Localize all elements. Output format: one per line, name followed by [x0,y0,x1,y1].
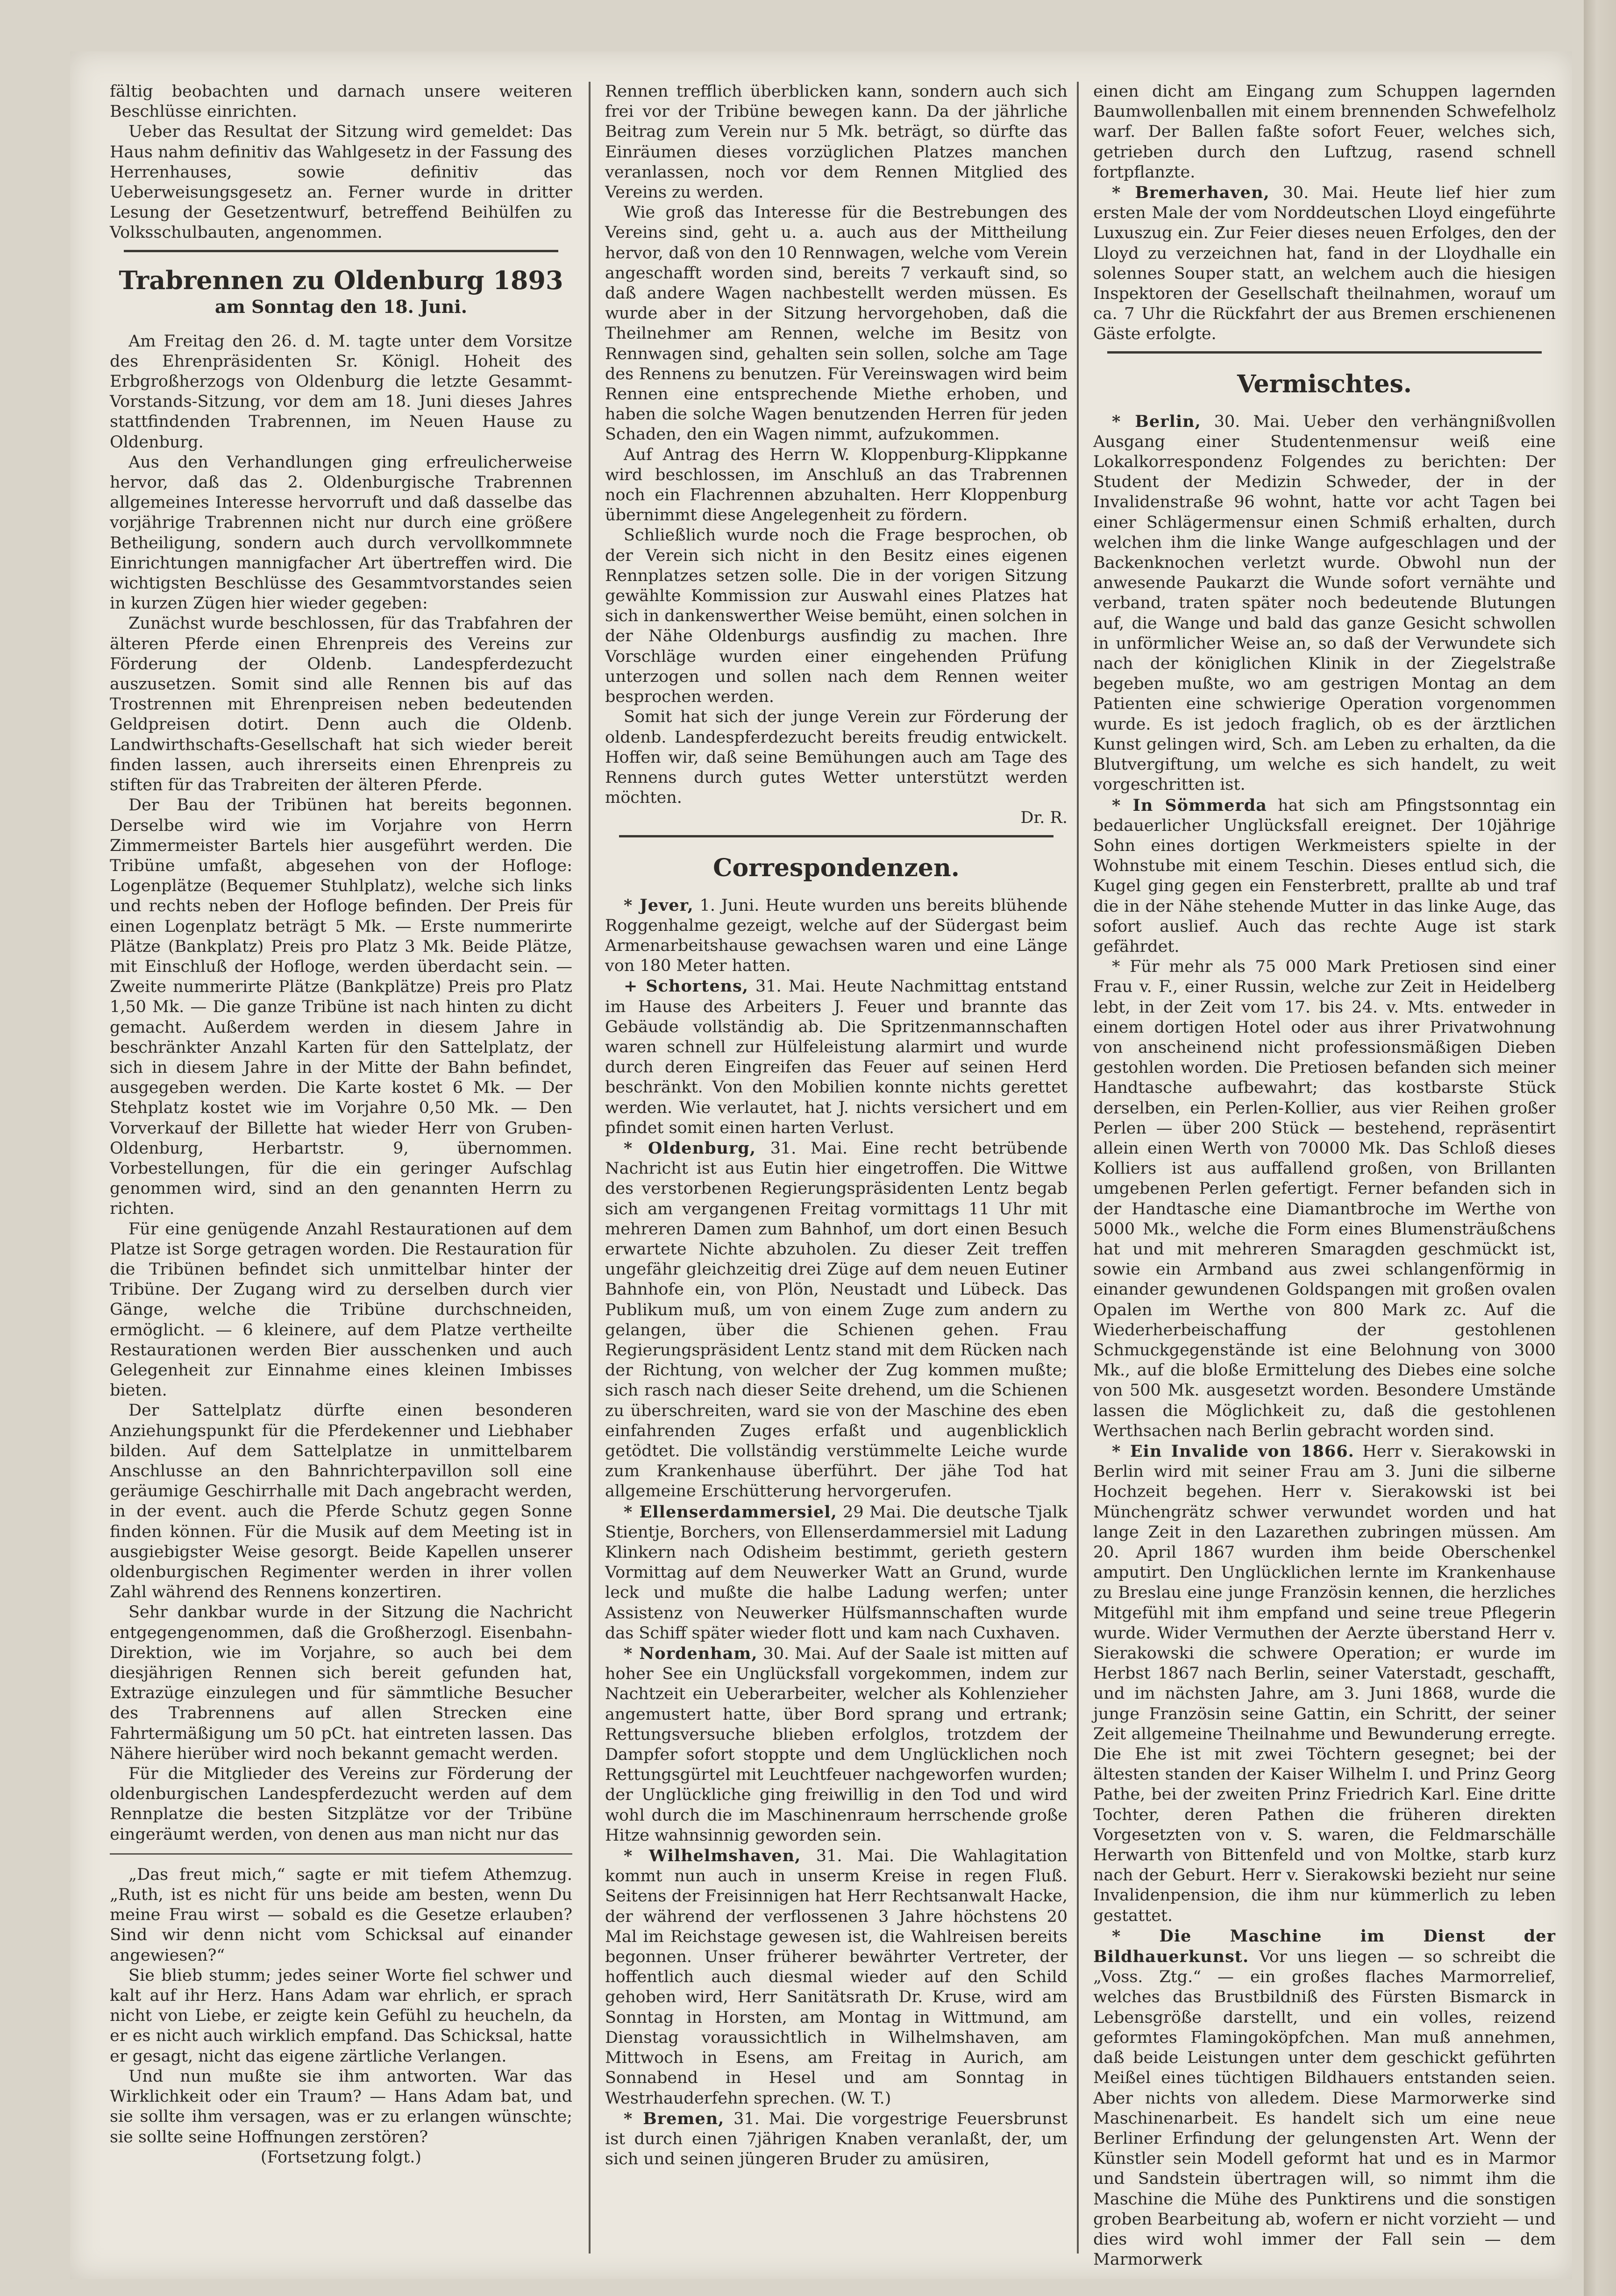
column-middle [605,82,1068,2277]
report-text: 30. Mai. Ueber den verhängnißvollen Ausgang einer Studentenmensur weiß eine Lokalkorrespondenz Folgendes zu berichten: Der Student der Medizin Schweder, der in der Invalidenstraße 96 wohnt, hatte vor acht Tagen bei einer Schlägermensur einen Schmiß erhalten, durch welchen ihm die linke Wange aufgeschlagen und der Backenknochen verletzt wurde. Obwohl nun der anwesende Paukarzt die Wunde sofort vernähte und verband, traten später noch bedeutende Blutungen auf, die Wange und bald das ganze Gesicht schwollen in unförmlicher Weise an, so daß der Verwundete sich nach der königlichen Klinik in der Ziegelstraße begeben mußte, wo am gestrigen Montag an dem Patienten eine schwierige Operation vorgenommen wurde. Es ist jedoch fraglich, ob es der ärztlichen Kunst gelingen wird, Sch. am Leben zu erhalten, da die Blutvergiftung, um welche es sich handelt, zu weit vorgeschritten ist. [1093,412,1556,794]
report-text: hat sich am Pfingstsonntag ein bedauerlicher Unglücksfall ereignet. Der 10jährige Sohn eines dortigen Werkmeisters spielte in der Wohnstube mit einem Teschin. Dieses entlud sich, die Kugel ging gegen ein Fensterbrett, prallte ab und traf die in der Nähe stehende Mutter in das linke Auge, das sofort auslief. Auch das rechte Auge ist stark gefährdet. [1093,796,1556,956]
report [605,1644,1068,1846]
paragraph: Für eine genügende Anzahl Restaurationen auf dem Platze ist Sorge getragen worden. Die Restauration für die Tribünen befindet sich unmittelbar hinter der Tribüne. Der Zugang wird zu derselben durch vier Gänge, welche die Tribüne durchschneiden, ermöglicht. — 6 kleinere, auf dem Platze vertheilte Restaurationen werden Bier ausschenken und auch Gelegenheit zur Einnahme eines kleinen Imbisses bieten. [110,1219,572,1400]
report [605,1138,1068,1502]
signature: Dr. R. [1020,808,1068,828]
paragraph: Aus den Verhandlungen ging erfreulicherweise hervor, daß das 2. Oldenburgische Trabrennen allgemeines Interesse hervorruft und daß dasselbe das vorjährige Trabrennen nicht nur durch eine größere Betheiligung, sondern auch durch vervollkommnete Einrichtungen mannigfacher Art übertreffen wird. Die wichtigsten Beschlüsse des Gesammtvorstandes seien in kurzen Zügen hier wieder gegeben: [110,453,572,613]
column-left [110,82,572,2268]
report-text: 31. Mai. Die Wahlagitation kommt nun auch in unserm Kreise in regen Fluß. Seitens der Freisinnigen hat Herr Rechtsanwalt Hacke, der während der verflossenen 3 Jahre höchstens 20 Mal im Reichstage gewesen ist, die Wahlreisen bereits begonnen. Unser früherer bewährter Vertreter, der hoffentlich auch diesmal wieder auf den Schild gehoben wird, Herr Sanitätsrath Dr. Kruse, wird am Sonntag in Horsten, am Montag in Wittmund, am Dienstag voraussichtlich in Wilhelmshaven, am Mittwoch in Esens, am Freitag in Aurich, am Sonnabend in Hesel und am Sonntag in Westrhauderfehn sprechen. (W. T.) [605,1847,1068,2108]
report-text: 30. Mai. Auf der Saale ist mitten auf hoher See ein Unglücksfall vorgekommen, indem zur Nachtzeit ein Ueberarbeiter, welcher als Kohlenzieher angemustert hatte, über Bord sprang und ertrank; Rettungsversuche blieben erfolglos, trotzdem der Dampfer sofort stoppte und dem Unglücklichen noch Rettungsgürtel mit Leuchtfeuer nachgeworfen wurden; der Unglückliche ging freiwillig in den Tod und wird wohl durch die im Maschinenraum herrschende große Hitze wahnsinnig geworden sein. [605,1644,1068,1845]
dateline: * Bremerhaven, [1112,183,1270,203]
dateline: * Ein Invalide von 1866. [1112,1442,1354,1461]
column-rule [589,82,591,2253]
feuilleton-paragraph: Und nun mußte sie ihm antworten. War das Wirklichkeit oder ein Traum? — Hans Adam bat, und sie sollte ihm versagen, was er zu erlangen wünschte; sie sollte seine Hoffnungen zerstören? [110,2067,572,2147]
report [1093,411,1556,795]
report-text: Vor uns liegen — so schreibt die „Voss. Ztg.“ — ein großes flaches Marmorrelief, welches das Brustbildniß des Fürsten Bismarck in Lebensgröße darstellt, und ein volles, reizend geformtes Flamingoköpfchen. Man muß annehmen, daß beide Leistungen unter dem geschickt geführten Meißel eines tüchtigen Bildhauers entstanden seien. Aber nichts von alledem. Diese Marmorwerke sind Maschinenarbeit. Es handelt sich um eine neue Berliner Erfindung der gelungensten Art. Wenn der Künstler sein Modell geformt hat und es in Marmor und Sandstein übertragen will, so nimmt ihm die Maschine die Mühe des Punktirens und die sonstigen groben Bearbeitung ab, wofern er nicht vorzieht — und dies wird wohl immer der Fall sein — dem Marmorwerk [1093,1948,1556,2269]
report [605,1502,1068,1644]
paragraph: * Für mehr als 75 000 Mark Pretiosen sind einer Frau v. F., einer Russin, welche zur Zeit in Heidelberg lebt, in der Zeit vom 17. bis 24. v. Mts. entweder in einem dortigen Hotel oder aus ihrer Privatwohnung von anscheinend nicht professionsmäßigen Dieben gestohlen worden. Die Pretiosen befanden sich meiner Handtasche aufbewahrt; das kostbarste Stück derselben, ein Perlen-Kollier, aus vier Reihen großer Perlen — über 200 Stück — bestehend, repräsentirt allein einen Werth von 70000 Mk. Das Schloß dieses Kolliers ist aus auffallend großen, von Brillanten umgebenen Perlen gefertigt. Ferner befanden sich in der Handtasche eine Diamantbroche im Werthe von 5000 Mk., welche die Form eines Blumensträußchens hat und mit mehreren Smaragden geschmückt ist, sowie ein Armband aus zwei schlangenförmig in einander gewundenen Goldspangen mit großen ovalen Opalen im Werthe von 800 Mark zc. Auf die Wiederherbeischaffung der gestohlenen Schmuckgegenstände ist eine Belohnung von 3000 Mk., auf die bloße Ermittelung des Diebes eine solche von 500 Mk. ausgesetzt worden. Besondere Umstände lassen die Möglichkeit zu, daß die gestohlenen Werthsachen nach Berlin gebracht worden sind. [1093,957,1556,1440]
report-text: 31. Mai. Eine recht betrübende Nachricht ist aus Eutin hier eingetroffen. Die Wittwe des verstorbenen Regierungspräsidenten Lentz begab sich am vergangenen Freitag vormittags 11 Uhr mit mehreren Damen zum Bahnhof, um dort einen Besuch erwartete Nichte abzuholen. Zu dieser Zeit treffen ungefähr gleichzeitig drei Züge auf dem neuen Eutiner Bahnhofe ein, von Plön, Neustadt und Lübeck. Das Publikum muß, um von einem Zuge zum andern zu gelangen, über die Schienen gehen. Frau Regierungspräsident Lentz stand mit dem Rücken nach der Richtung, von welcher der Zug kommen mußte; sich rasch nach dieser Seite drehend, um die Schienen zu überschreiten, ward sie von der Maschine des eben einfahrenden Zuges erfaßt und augenblicklich getödtet. Die vollständig verstümmelte Leiche wurde zum Krankenhause überführt. Der jähe Tod hat allgemeine Erschütterung hervorgerufen. [605,1139,1068,1501]
feuilleton-paragraph: Sie blieb stumm; jedes seiner Worte fiel schwer und kalt auf ihr Herz. Hans Adam war ehrlich, er sprach nicht von Liebe, er zeigte kein Gefühl zu heucheln, da er es nicht auch wirklich empfand. Das Schicksal, hatte er gesagt, nicht das eigene zärtliche Verlangen. [110,1966,572,2066]
dateline: * Bremen, [624,2109,725,2128]
continuation-note: (Fortsetzung folgt.) [260,2147,422,2167]
paragraph: Für die Mitglieder des Vereins zur Förderung der oldenburgischen Landespferdezucht werden auf dem Rennplatze die besten Sitzplätze vor der Tribüne eingeräumt werden, von denen aus man nicht nur das [110,1765,572,1844]
paragraph: Der Sattelplatz dürfte einen besonderen Anziehungspunkt für die Pferdekenner und Liebhaber bilden. Auf dem Sattelplatze in unmittelbarem Anschlusse an den Bahnrichterpavillon soll eine geräumige Geschirrhalle mit Dach angebracht werden, in der event. auch die Pferde Schutz gegen Sonne finden können. Für die Musik auf dem Meeting ist in ausgiebigster Weise gesorgt. Beide Kapellen unserer oldenburgischen Regimenter werden in ihrer vollen Zahl während des Rennens konzertiren. [110,1401,572,1602]
report-text: 1. Juni. Heute wurden uns bereits blühende Roggenhalme gezeigt, welche auf der Südergast beim Armenarbeitshause gewachsen waren und eine Länge von 180 Meter hatten. [605,896,1068,976]
dateline: * Oldenburg, [624,1138,756,1158]
paragraph: Der Bau der Tribünen hat bereits begonnen. Derselbe wird wie im Vorjahre von Herrn Zimmermeister Bartels hier ausgeführt werden. Die Tribüne umfaßt, abgesehen von der Hofloge: Logenplätze (Bequemer Stuhlplatz), welche sich links und rechts neben der Hofloge befinden. Der Preis für einen Logenplatz beträgt 5 Mk. — Erste nummerirte Plätze (Bankplatz) Preis pro Platz 3 Mk. Beide Plätze, mit Einschluß der Hofloge, werden überdacht sein. — Zweite nummerirte Plätze (Bankplätze) Preis pro Platz 1,50 Mk. — Die ganze Tribüne ist nach hinten zu dicht gemacht. Außerdem werden in diesem Jahre in beschränkter Anzahl Karten für den Sattelplatz, der sich in diesem Jahre in der Mitte der Bahn befindet, ausgegeben werden. Die Karte kostet 6 Mk. — Der Stehplatz kostet wie im Vorjahre 0,50 Mk. — Den Vorverkauf der Billette hat wieder Herr von Gruben-Oldenburg, Herbartstr. 9, übernommen. Vorbestellungen, für die ein geringer Aufschlag genommen wird, sind an den genannten Herrn zu richten. [110,796,572,1219]
column-rule [1077,82,1079,2253]
feuilleton-paragraph: „Das freut mich,“ sagte er mit tiefem Athemzug. „Ruth, ist es nicht für uns beide am besten, wenn Du meine Frau wirst — sobald es die Gesetze erlauben? Sind wir denn nicht vom Schicksal auf einander angewiesen?“ [110,1865,572,1965]
report-text: 31. Mai. Die vorgestrige Feuersbrunst ist durch einen 7jährigen Knaben veranlaßt, der, um sich und seinen jüngeren Bruder zu amüsiren, [605,2109,1068,2169]
report [605,895,1068,977]
paragraph: Somit hat sich der junge Verein zur Förderung der oldenb. Landespferdezucht bereits freudig entwickelt. Hoffen wir, daß seine Bemühungen auch am Tage des Rennens durch gutes Wetter unterstützt werden möchten. [605,708,1068,808]
dateline: * Jever, [624,895,694,915]
section-heading: Vermischtes. [1237,369,1412,398]
dateline: * Nordenham, [624,1644,758,1664]
paragraph: Schließlich wurde noch die Frage besprochen, ob der Verein sich nicht in den Besitz eines eigenen Rennplatzes setzen solle. Die in der vorigen Sitzung gewählte Kommission zur Auswahl eines Platzes hat sich in dankenswerther Weise bemüht, einen solchen in der Nähe Oldenburgs ausfindig zu machen. Ihre Vorschläge wurden einer eingehenden Prüfung unterzogen und sollen nach dem Rennen weiter besprochen werden. [605,526,1068,707]
report [1093,795,1556,957]
divider [124,250,558,252]
report-text: 29 Mai. Die deutsche Tjalk Stientje, Borchers, von Ellenserdammersiel mit Ladung Klinkern nach Odisheim bestimmt, gerieth gestern Vormittag auf dem Neuwerker Watt an Grund, wurde leck und mußte die halbe Ladung werfen; unter Assistenz von Neuwerker Hülfsmannschaften wurde das Schiff später wieder flott und kam nach Cuxhaven. [605,1502,1068,1643]
feuilleton-divider [110,1853,572,1855]
page-edge [1584,0,1616,2296]
report [605,976,1068,1138]
paragraph: Am Freitag den 26. d. M. tagte unter dem Vorsitze des Ehrenpräsidenten Sr. Königl. Hoheit des Erbgroßherzogs von Oldenburg die letzte Gesammt-Vorstands-Sitzung, vor dem am 18. Juni dieses Jahres stattfindenden Trabrennen, im Neuen Hause zu Oldenburg. [110,332,572,452]
dateline: * Ellenserdammersiel, [624,1502,837,1522]
paragraph: einen dicht am Eingang zum Schuppen lagernden Baumwollenballen mit einem brennenden Schwefelholz warf. Der Ballen faßte sofort Feuer, welches sich, getrieben durch den Luftzug, rasend schnell fortpflanzte. [1093,82,1556,182]
dateline: * In Sömmerda [1112,795,1267,815]
paragraph: Sehr dankbar wurde in der Sitzung die Nachricht entgegengenommen, daß die Großherzogl. Eisenbahn-Direktion, wie im Vorjahre, so auch bei dem diesjährigen Rennen sich bereit gefunden hat, Extrazüge einzulegen und für sämmtliche Besucher des Trabrennens auf allen Strecken eine Fahrtermäßigung um 50 pCt. hat eintreten lassen. Das Nähere hierüber wird noch bekannt gemacht werden. [110,1603,572,1763]
report-text: 30. Mai. Heute lief hier zum ersten Male der vom Norddeutschen Lloyd eingeführte Luxuszug ein. Zur Feier dieses neuen Erfolges, den der Lloyd zu verzeichnen hat, fand in der Lloydhalle ein solennes Souper statt, an welchem auch die hiesigen Inspektoren der Gesellschaft theilnahmen, worauf um ca. 7 Uhr die Rückfahrt der aus Bremen erschienenen Gäste erfolgte. [1093,184,1556,344]
article-subheading: am Sonntag den 18. Juni. [215,296,467,317]
report [1093,183,1556,345]
divider [1107,351,1542,354]
dateline: * Die Maschine im Dienst der Bildhauerkunst. [1093,1926,1556,1967]
paragraph: fältig beobachten und darnach unsere weiteren Beschlüsse einrichten. [110,82,572,121]
paragraph: Ueber das Resultat der Sitzung wird gemeldet: Das Haus nahm definitiv das Wahlgesetz in der Fassung des Herrenhauses, sowie definitiv das Ueberweisungsgesetz an. Ferner wurde in dritter Lesung der Gesetzentwurf, betreffend Beihülfen zu Volksschulbauten, angenommen. [110,122,572,242]
dateline: + Schortens, [624,977,749,996]
section-heading: Correspondenzen. [713,853,960,882]
report [605,2109,1068,2170]
paragraph: Zunächst wurde beschlossen, für das Trabfahren der älteren Pferde einen Ehrenpreis des Vereins zur Förderung der Oldenb. Landespferdezucht auszusetzen. Somit sind alle Rennen bis auf das Trostrennen mit Ehrenpreisen neben bedeutenden Geldpreisen dotirt. Denn auch die Oldenb. Landwirthschafts-Gesellschaft hat sich wieder bereit finden lassen, auch ihrerseits einen Ehrenpreis zu stiften für das Trabreiten der älteren Pferde. [110,614,572,795]
paragraph: Wie groß das Interesse für die Bestrebungen des Vereins sind, geht u. a. auch aus der Mittheilung hervor, daß von den 10 Rennwagen, welche vom Verein angeschafft worden sind, bereits 7 verkauft sind, so daß andere Wagen nachbestellt werden müssen. Es wurde aber in der Sitzung hervorgehoben, daß die Theilnehmer am Rennen, welche im Besitz von Rennwagen sind, gehalten sein sollen, solche am Tage des Rennens zu benutzen. Für Vereinswagen wird beim Rennen eine entsprechende Miethe erhoben, und haben die solche Wagen benutzenden Herren für jeden Schaden, den ein Wagen nimmt, aufzukommen. [605,203,1068,444]
dateline: * Berlin, [1112,411,1201,431]
dateline: * Wilhelmshaven, [624,1846,801,1866]
report-text: 31. Mai. Heute Nachmittag entstand im Hause des Arbeiters J. Feuer und brannte das Gebäude vollständig ab. Die Spritzenmannschaften waren schnell zur Hülfeleistung alarmirt und wurde durch deren Eingreifen das Feuer auf seinen Herd beschränkt. Von den Mobilien konnte nichts gerettet werden. Wie verlautet, hat J. nichts versichert und em pfindet somit einen harten Verlust. [605,977,1068,1137]
report [605,1846,1068,2109]
paragraph: Rennen trefflich überblicken kann, sondern auch sich frei vor der Tribüne bewegen kann. Da der jährliche Beitrag zum Verein nur 5 Mk. beträgt, so dürfte das Einräumen dieses vorzüglichen Platzes manchen veranlassen, noch vor dem Rennen Mitglied des Vereins zu werden. [605,82,1068,202]
report [1093,1926,1556,2270]
paragraph: Auf Antrag des Herrn W. Kloppenburg-Klippkanne wird beschlossen, im Anschluß an das Trabrennen noch ein Flachrennen abzuhalten. Herr Kloppenburg übernimmt diese Angelegenheit zu fördern. [605,445,1068,525]
divider [619,835,1054,837]
report-text: Herr v. Sierakowski in Berlin wird mit seiner Frau am 3. Juni die silberne Hochzeit begehen. Herr v. Sierakowski ist bei Münchengrätz schwer verwundet worden und hat lange Zeit in den Lazarethen zubringen müssen. Am 20. April 1867 wurden ihm beide Oberschenkel amputirt. Den Unglücklichen lernte im Krankenhause zu Breslau eine junge Französin kennen, die herzliches Mitgefühl mit ihm empfand und seine treue Pflegerin wurde. Wider Vermuthen der Aerzte überstand Herr v. Sierakowski die schwere Operation; er wurde im Herbst 1867 nach Berlin, seiner Vaterstadt, geschafft, und im nächsten Jahre, am 3. Juni 1868, wurde die junge Französin seine Gattin, ein Schritt, der seiner Zeit allgemeine Theilnahme und Bewunderung erregte. Die Ehe ist mit zwei Töchtern gesegnet; bei der ältesten standen der Kaiser Wilhelm I. und Prinz Georg Pathe, bei der zweiten Prinz Friedrich Karl. Eine dritte Tochter, deren Pathen die früheren direkten Vorgesetzten von v. S. waren, die Feldmarschälle Herwarth von Bittenfeld und von Moltke, starb kurz nach der Geburt. Herr v. Sierakowski bezieht nur seine Invalidenpension, die ihm nur kümmerlich zu leben gestattet. [1093,1442,1556,1925]
column-right [1093,82,1556,2286]
report [1093,1441,1556,1926]
article-heading: Trabrennen zu Oldenburg 1893 [119,265,563,295]
